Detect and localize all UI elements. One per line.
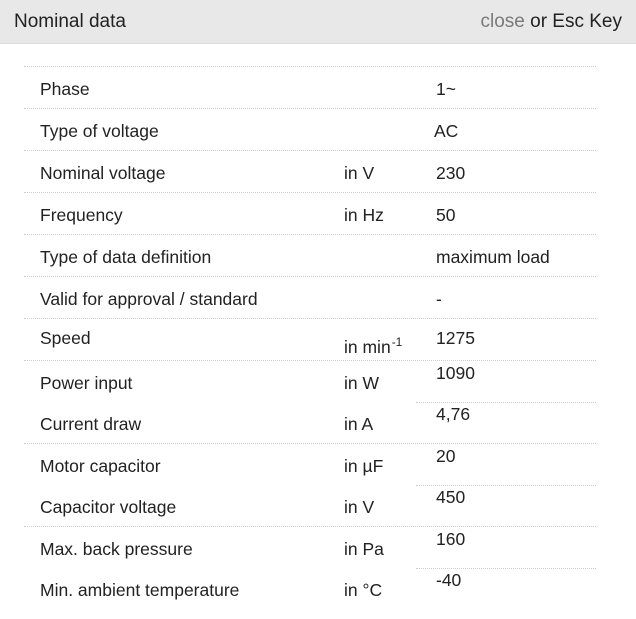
dialog-title: Nominal data — [14, 11, 126, 32]
close-link[interactable]: close — [480, 11, 525, 32]
row-label: Speed — [40, 328, 91, 348]
row-value: maximum load — [436, 247, 550, 267]
row-label: Current draw — [40, 414, 142, 434]
row-value: -40 — [436, 570, 462, 590]
row-unit: in °C — [344, 580, 383, 600]
table-row-min-ambient-temperature — [24, 568, 596, 609]
row-value: AC — [434, 121, 459, 141]
row-label: Min. ambient temperature — [40, 580, 240, 600]
table-row-frequency — [24, 193, 596, 235]
row-label: Type of data definition — [40, 247, 212, 267]
table-row-type-of-voltage — [24, 109, 596, 151]
row-label: Capacitor voltage — [40, 497, 177, 517]
row-value: - — [436, 289, 442, 309]
row-value: 1~ — [436, 79, 456, 99]
row-value: 1090 — [436, 363, 475, 383]
table-row-motor-capacitor — [24, 444, 596, 485]
row-value: 4,76 — [436, 404, 471, 424]
table-row-speed — [24, 319, 596, 361]
row-unit: in Pa — [344, 539, 384, 559]
row-value: 160 — [436, 529, 466, 549]
row-unit: in V — [344, 497, 375, 517]
row-label: Frequency — [40, 205, 123, 225]
table-row-current-draw — [24, 402, 596, 444]
row-value: 230 — [436, 163, 466, 183]
row-unit: in µF — [344, 456, 384, 476]
row-value: 450 — [436, 487, 466, 507]
row-unit-text: in min — [344, 337, 391, 357]
table-row-phase — [24, 67, 596, 109]
row-unit: in W — [344, 373, 379, 393]
row-unit: in A — [344, 414, 374, 434]
row-label: Power input — [40, 373, 133, 393]
table-row-capacitor-voltage — [24, 485, 596, 527]
row-value: 1275 — [436, 328, 475, 348]
table-row-nominal-voltage — [24, 151, 596, 193]
row-value: 20 — [436, 446, 456, 466]
row-label: Phase — [40, 79, 90, 99]
dialog-titlebar — [0, 0, 636, 44]
row-label: Nominal voltage — [40, 163, 166, 183]
row-value: 50 — [436, 205, 456, 225]
table-row-max-back-pressure — [24, 527, 596, 568]
close-hint: or Esc Key — [530, 11, 622, 32]
close-control — [480, 11, 622, 33]
table-row-valid-for-approval — [24, 277, 596, 319]
row-label: Motor capacitor — [40, 456, 161, 476]
row-unit: in V — [344, 163, 375, 183]
table-row-power-input — [24, 361, 596, 402]
table-row-type-of-data-definition — [24, 235, 596, 277]
row-label: Valid for approval / standard — [40, 289, 258, 309]
nominal-data-table — [24, 66, 596, 609]
row-label: Type of voltage — [40, 121, 159, 141]
row-unit — [344, 335, 402, 358]
row-unit: in Hz — [344, 205, 384, 225]
row-unit-exponent: -1 — [391, 335, 403, 349]
row-label: Max. back pressure — [40, 539, 193, 559]
